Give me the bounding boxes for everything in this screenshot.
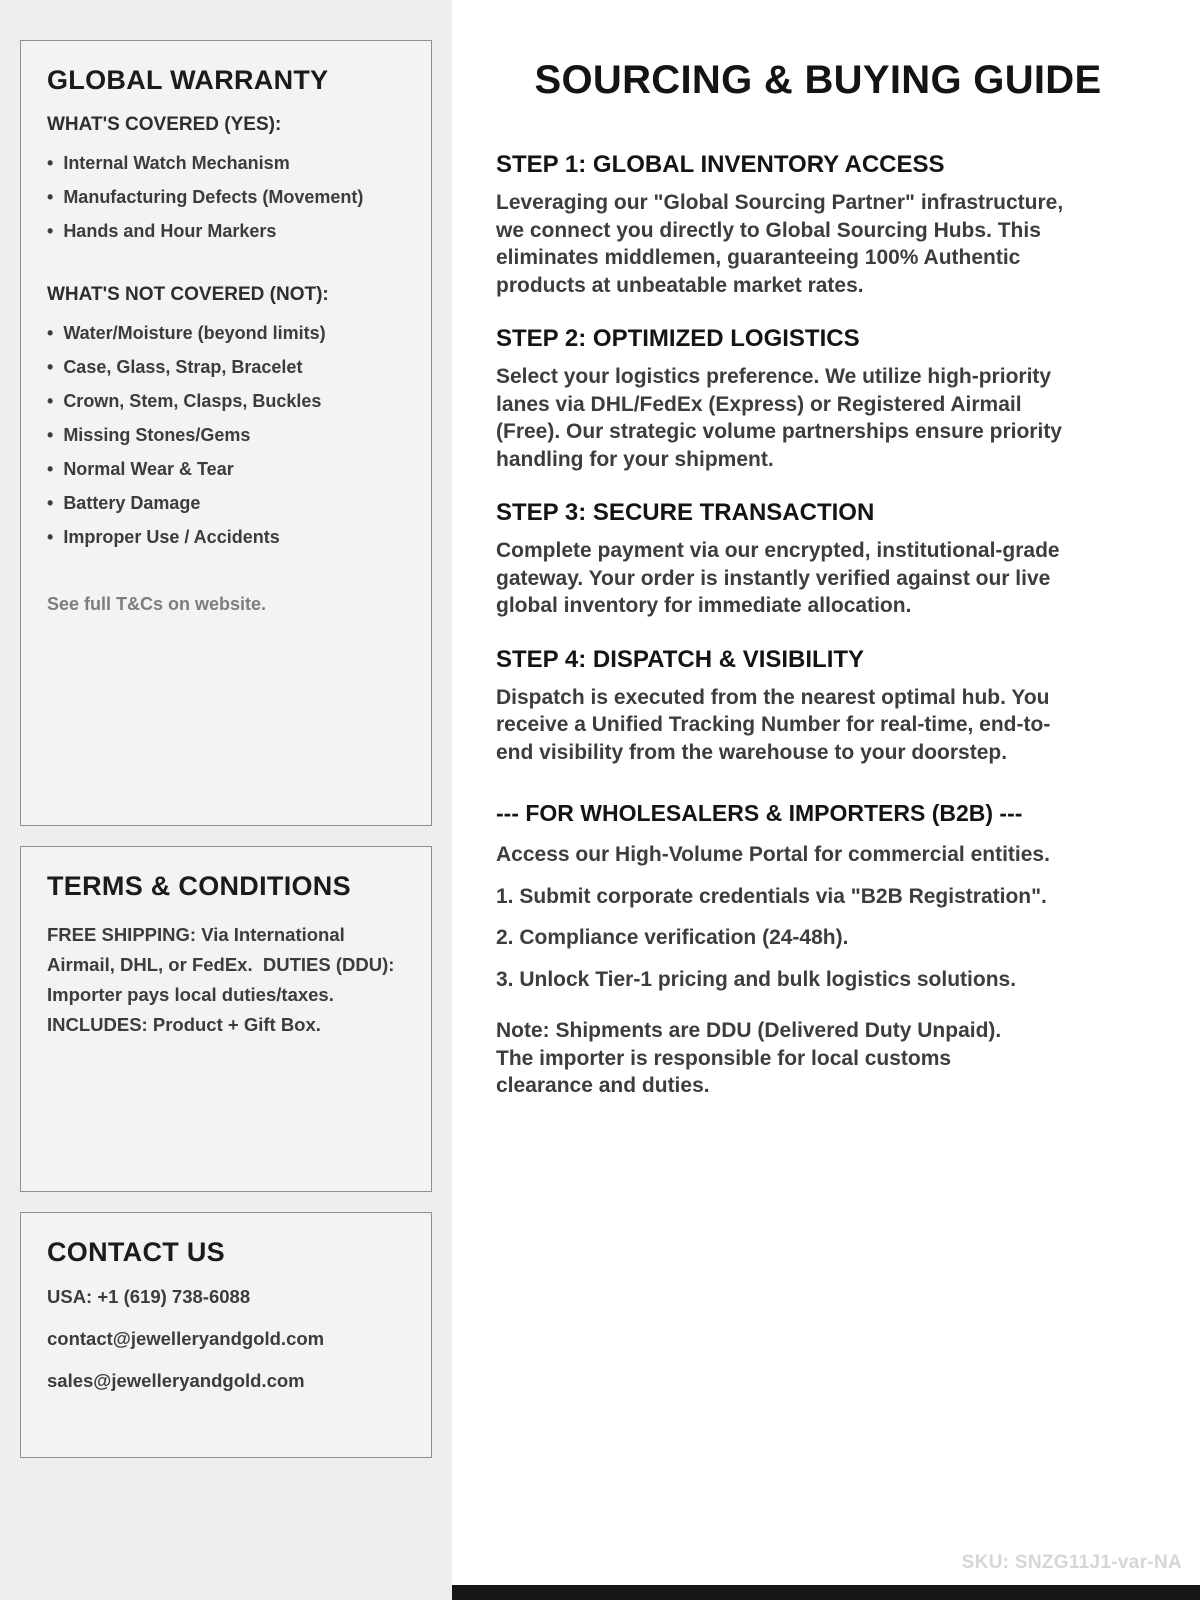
not-covered-item: • Crown, Stem, Clasps, Buckles [47, 384, 405, 418]
bottom-bar [452, 1585, 1200, 1600]
covered-item: • Internal Watch Mechanism [47, 146, 405, 180]
terms-box [20, 846, 432, 1192]
warranty-footnote: See full T&Cs on website. [47, 594, 267, 614]
covered-item: • Hands and Hour Markers [47, 214, 405, 248]
step-2-heading: STEP 2: OPTIMIZED LOGISTICS [496, 325, 860, 352]
step-1-body: Leveraging our "Global Sourcing Partner" infrastructure, we connect you directly to Global Sourcing Hubs. This eliminates middlemen, guaranteeing 100% Authentic products at unbeatable market rates. [496, 191, 1064, 297]
terms-body: FREE SHIPPING: Via International Airmail, DHL, or FedEx. DUTIES (DDU): Importer pays local duties/taxes. INCLUDES: Product + Gift Box. [47, 924, 400, 1035]
warranty-box [20, 40, 432, 826]
sidebar [0, 0, 452, 1600]
not-covered-item: • Battery Damage [47, 486, 405, 520]
contact-email-primary: contact@jewelleryandgold.com [47, 1328, 325, 1349]
step-2-body: Select your logistics preference. We utilize high-priority lanes via DHL/FedEx (Express) or Registered Airmail (Free). Our strategic volume partnerships ensure priority handling for your shipment. [496, 365, 1062, 471]
contact-email-sales: sales@jewelleryandgold.com [47, 1370, 305, 1391]
step-3-heading: STEP 3: SECURE TRANSACTION [496, 499, 875, 526]
b2b-heading: --- FOR WHOLESALERS & IMPORTERS (B2B) --- [496, 800, 1023, 826]
step-1-heading: STEP 1: GLOBAL INVENTORY ACCESS [496, 151, 945, 178]
not-covered-list [47, 316, 405, 554]
covered-title: WHAT'S COVERED (YES): [47, 114, 282, 135]
step-1-section [496, 151, 1096, 299]
terms-title: TERMS & CONDITIONS [47, 871, 351, 901]
b2b-section [496, 800, 1140, 1100]
contact-phone: USA: +1 (619) 738-6088 [47, 1286, 251, 1307]
covered-item: • Manufacturing Defects (Movement) [47, 180, 405, 214]
step-2-section [496, 325, 1096, 473]
contact-box [20, 1212, 432, 1458]
b2b-step: 2. Compliance verification (24-48h). [496, 926, 849, 949]
not-covered-title: WHAT'S NOT COVERED (NOT): [47, 284, 329, 305]
step-4-section [496, 646, 1096, 767]
not-covered-item: • Water/Moisture (beyond limits) [47, 316, 405, 350]
b2b-note: Note: Shipments are DDU (Delivered Duty Unpaid). The importer is responsible for local customs clearance and duties. [496, 1019, 1002, 1097]
step-3-section [496, 499, 1096, 620]
warranty-title: GLOBAL WARRANTY [47, 65, 329, 95]
page-title: SOURCING & BUYING GUIDE [534, 58, 1102, 102]
b2b-step: 1. Submit corporate credentials via "B2B Registration". [496, 884, 1047, 908]
main-content [452, 0, 1200, 1600]
step-3-body: Complete payment via our encrypted, institutional-grade gateway. Your order is instantly verified against our live global inventory for immediate allocation. [496, 539, 1060, 617]
sku-label: SKU: SNZG11J1-var-NA [961, 1552, 1182, 1573]
not-covered-item: • Missing Stones/Gems [47, 418, 405, 452]
not-covered-item: • Improper Use / Accidents [47, 520, 405, 554]
covered-list [47, 146, 405, 248]
contact-title: CONTACT US [47, 1237, 225, 1267]
step-4-body: Dispatch is executed from the nearest optimal hub. You receive a Unified Tracking Number for real-time, end-to-end visibility from the warehouse to your doorstep. [496, 685, 1051, 764]
not-covered-item: • Normal Wear & Tear [47, 452, 405, 486]
not-covered-item: • Case, Glass, Strap, Bracelet [47, 350, 405, 384]
b2b-intro: Access our High-Volume Portal for commercial entities. [496, 843, 1050, 866]
b2b-step: 3. Unlock Tier-1 pricing and bulk logistics solutions. [496, 967, 1017, 991]
step-4-heading: STEP 4: DISPATCH & VISIBILITY [496, 645, 865, 673]
